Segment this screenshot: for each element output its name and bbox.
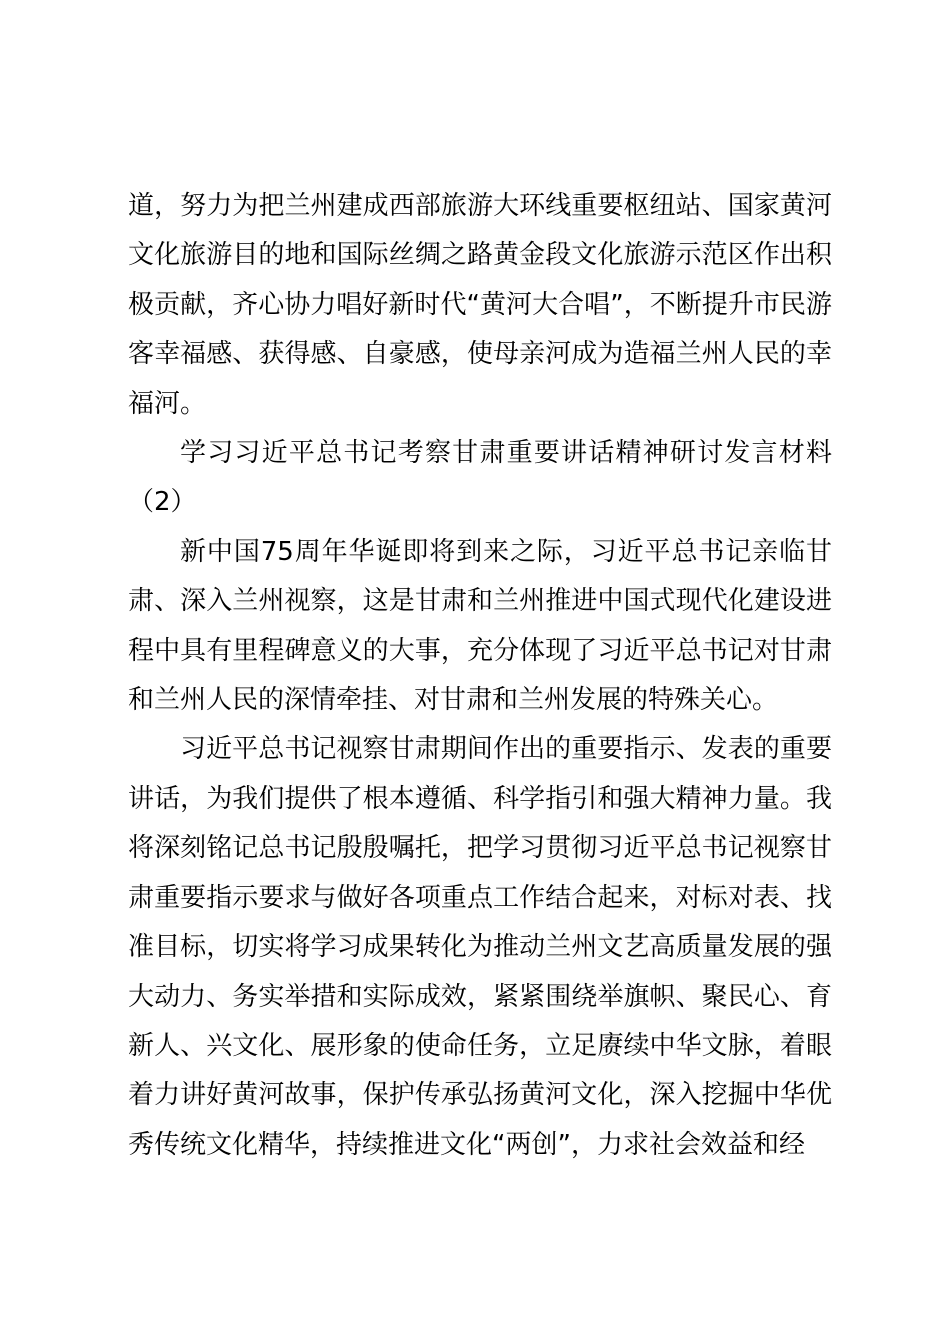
paragraph-continuation: 道，努力为把兰州建成西部旅游大环线重要枢纽站、国家黄河文化旅游目的地和国际丝绸之路黄金段文化旅游示范区作出积极贡献，齐心协力唱好新时代“黄河大合唱”，不断提升市民游客幸福感、获得感、自豪感，使母亲河成为造福兰州人民的幸福河。 <box>128 191 832 419</box>
document-body <box>128 182 832 1170</box>
section-heading: 学习习近平总书记考察甘肃重要讲话精神研讨发言材料（2） <box>128 438 832 518</box>
paragraph-main: 习近平总书记视察甘肃期间作出的重要指示、发表的重要讲话，为我们提供了根本遵循、科学指引和强大精神力量。我将深刻铭记总书记殷殷嘱托，把学习贯彻习近平总书记视察甘肃重要指示要求与做好各项重点工作结合起来，对标对表、找准目标，切实将学习成果转化为推动兰州文艺高质量发展的强大动力、务实举措和实际成效，紧紧围绕举旗帜、聚民心、育新人、兴文化、展形象的使命任务，立足赓续中华文脉，着眼着力讲好黄河故事，保护传承弘扬黄河文化，深入挖掘中华优秀传统文化精华，持续推进文化“两创”，力求社会效益和经 <box>128 734 832 1160</box>
paragraph-intro: 新中国75周年华诞即将到来之际，习近平总书记亲临甘肃、深入兰州视察，这是甘肃和兰州推进中国式现代化建设进程中具有里程碑意义的大事，充分体现了习近平总书记对甘肃和兰州人民的深情牵挂、对甘肃和兰州发展的特殊关心。 <box>128 536 832 716</box>
